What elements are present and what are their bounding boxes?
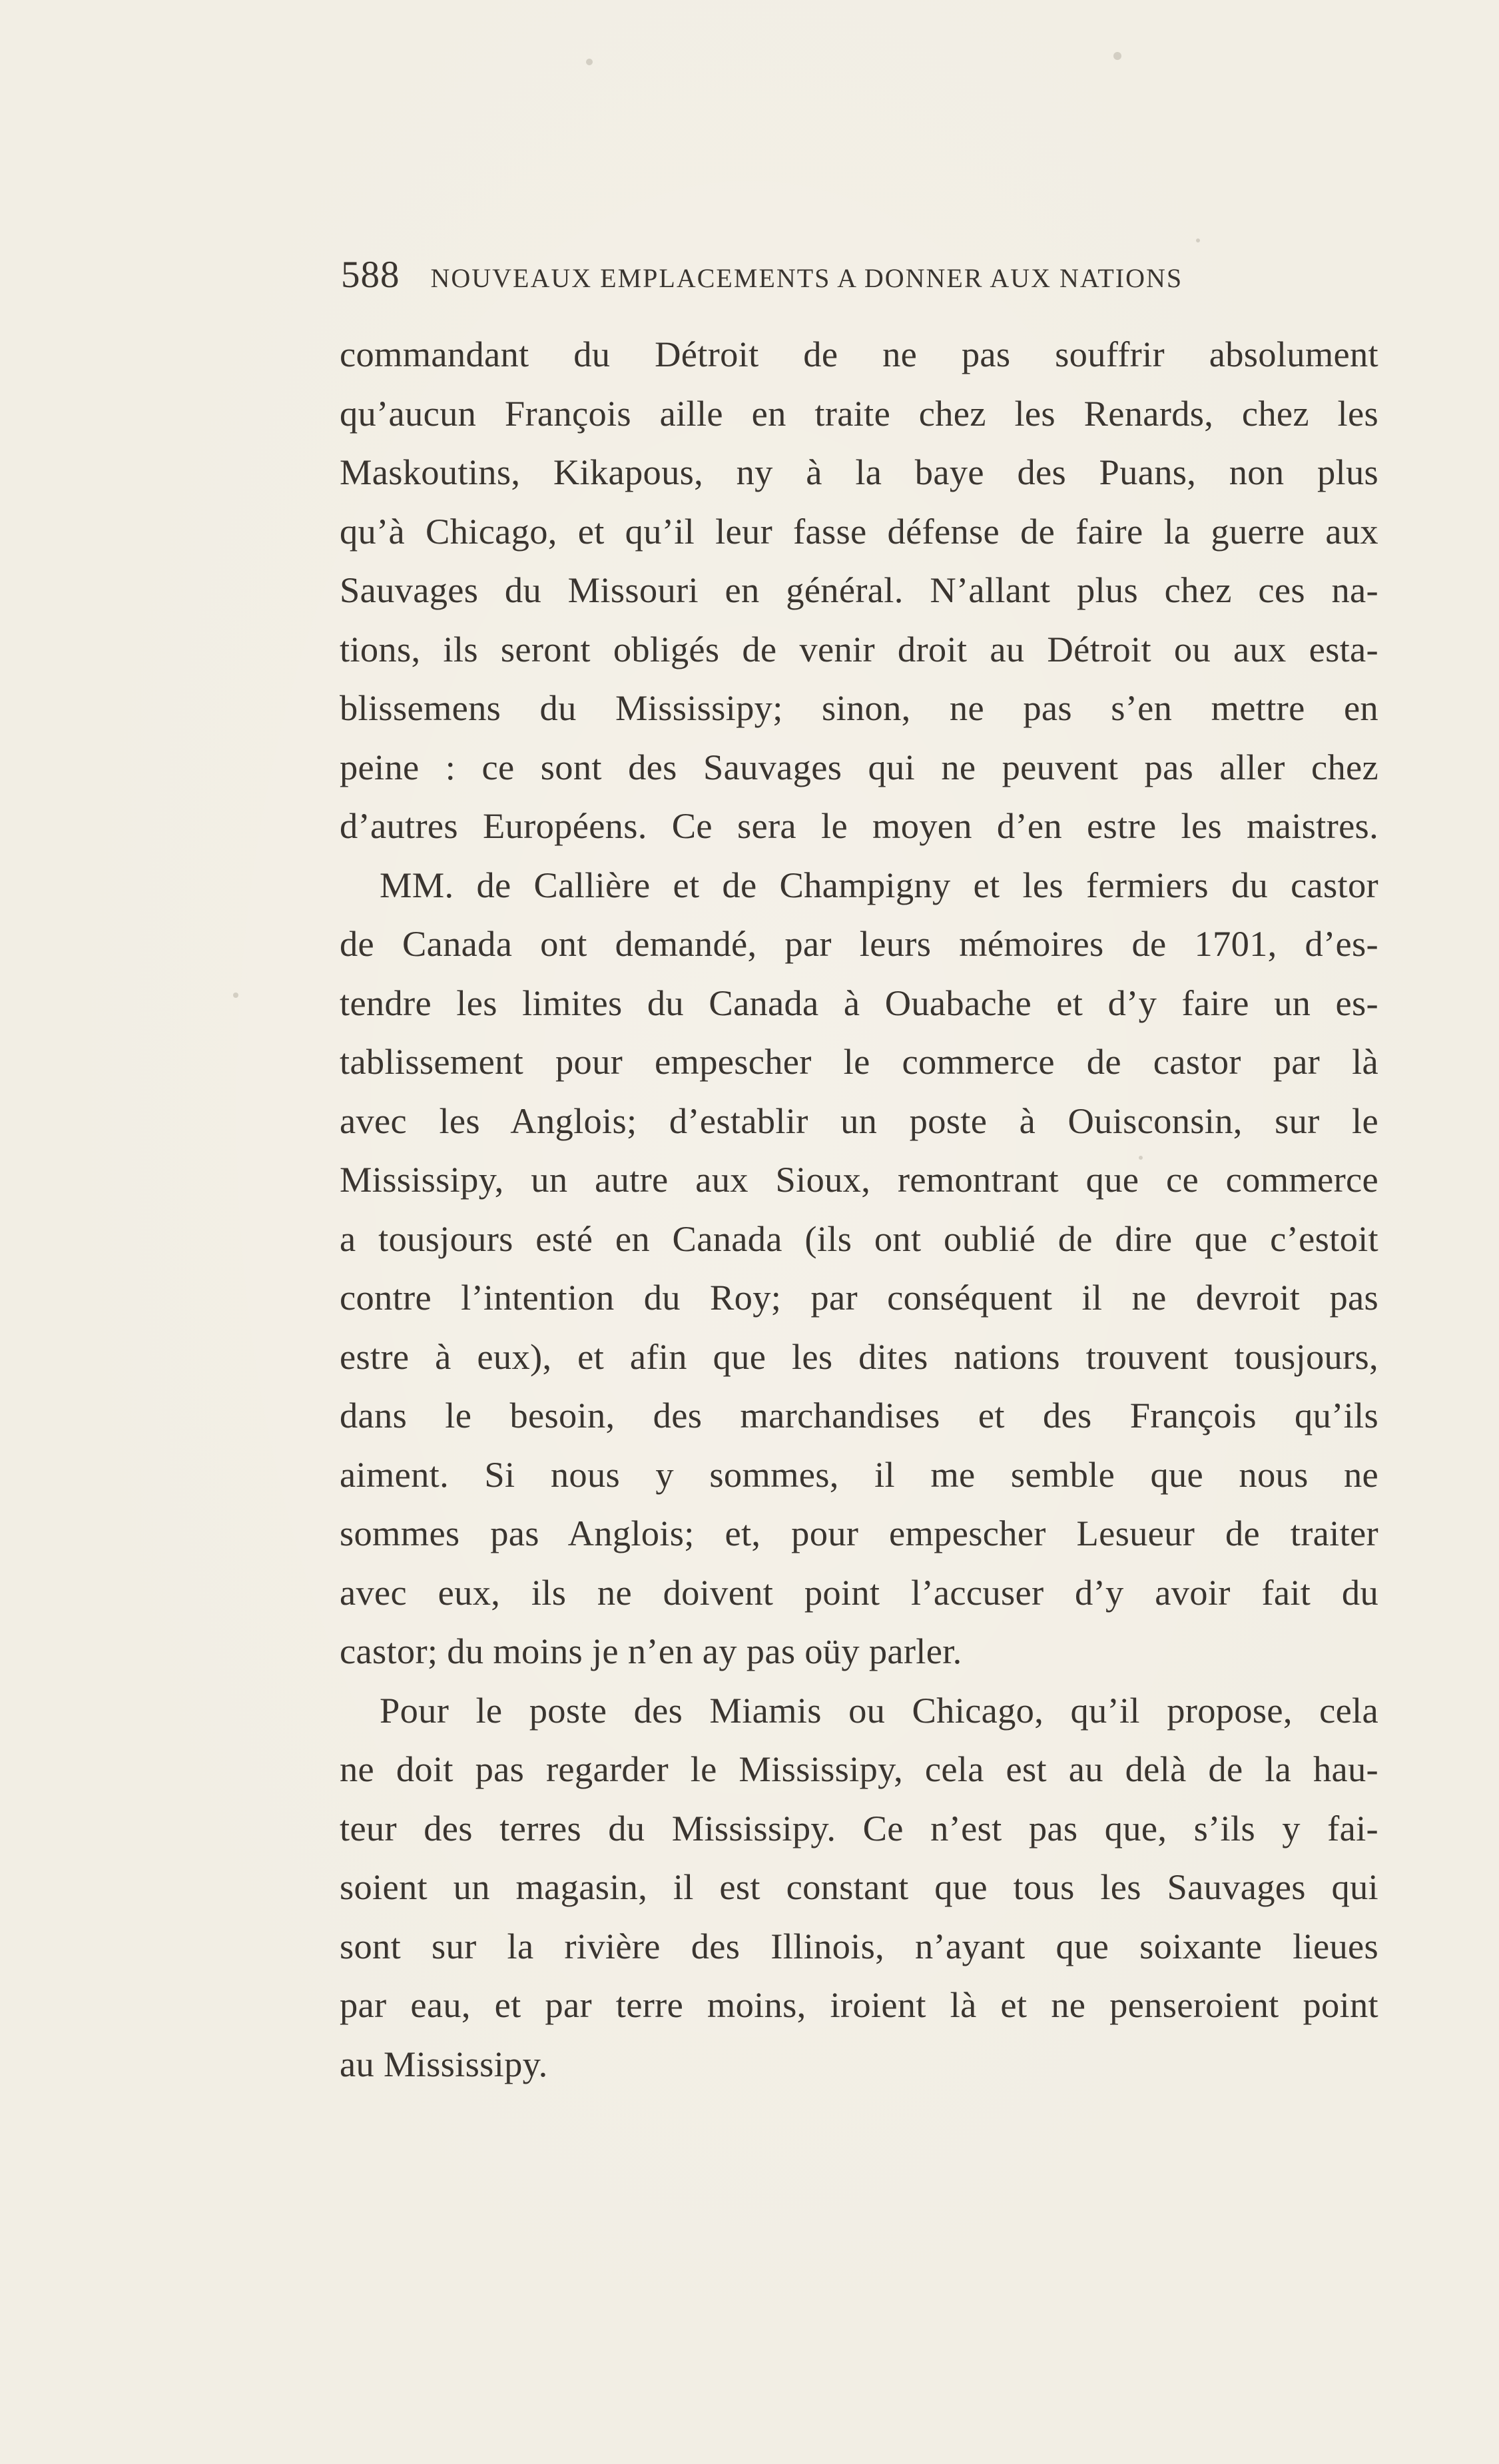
body-text [340, 325, 1378, 2094]
text-line: au Mississipy. [340, 2043, 548, 2084]
text-line: soient un magasin, il est constant que tous les Sauvages qui [340, 1866, 1378, 1907]
text-line: peine : ce sont des Sauvages qui ne peuvent pas aller chez [340, 746, 1378, 787]
text-line: avec les Anglois; d’establir un poste à Ouisconsin, sur le [340, 1100, 1378, 1141]
text-line: tendre les limites du Canada à Ouabache et d’y faire un es- [340, 982, 1378, 1023]
text-line: d’autres Européens. Ce sera le moyen d’en estre les maistres. [340, 805, 1378, 846]
text-line: Mississipy, un autre aux Sioux, remontrant que ce commerce [340, 1159, 1378, 1200]
text-line: sont sur la rivière des Illinois, n’ayant que soixante lieues [340, 1925, 1378, 1966]
text-line: ne doit pas regarder le Mississipy, cela est au delà de la hau- [340, 1749, 1378, 1789]
page-header [341, 253, 1287, 306]
text-line: MM. de Callière et de Champigny et les fermiers du castor [380, 864, 1378, 905]
paper-speck [586, 59, 593, 65]
text-line: de Canada ont demandé, par leurs mémoires de 1701, d’es- [340, 923, 1378, 964]
text-line: contre l’intention du Roy; par conséquent il ne devroit pas [340, 1277, 1378, 1318]
paragraph-3 [340, 1681, 1378, 2094]
paper-speck [1113, 52, 1121, 60]
text-line: Maskoutins, Kikapous, ny à la baye des Puans, non plus [340, 452, 1378, 492]
text-line: commandant du Détroit de ne pas souffrir absolument [340, 334, 1378, 374]
text-line: a tousjours esté en Canada (ils ont oublié de dire que c’estoit [340, 1218, 1378, 1259]
text-line: sommes pas Anglois; et, pour empescher Lesueur de traiter [340, 1513, 1378, 1553]
paragraph-2 [340, 856, 1378, 1681]
text-line: qu’à Chicago, et qu’il leur fasse défense de faire la guerre aux [340, 510, 1378, 552]
paper-speck [233, 993, 238, 998]
text-line: Pour le poste des Miamis ou Chicago, qu’il propose, cela [380, 1689, 1378, 1731]
text-line: avec eux, ils ne doivent point l’accuser d’y avoir fait du [340, 1571, 1378, 1613]
text-line: dans le besoin, des marchandises et des François qu’ils [340, 1395, 1378, 1436]
text-line: tablissement pour empescher le commerce de castor par là [340, 1041, 1378, 1082]
text-line: estre à eux), et afin que les dites nations trouvent tousjours, [340, 1336, 1378, 1377]
running-head: NOUVEAUX EMPLACEMENTS A DONNER AUX NATIONS [430, 263, 1183, 293]
text-line: par eau, et par terre moins, iroient là et ne penseroient point [340, 1984, 1378, 2025]
text-line: Sauvages du Missouri en général. N’allant plus chez ces na- [340, 570, 1378, 610]
text-line: qu’aucun François aille en traite chez les Renards, chez les [340, 392, 1378, 434]
text-line: aiment. Si nous y sommes, il me semble que nous ne [340, 1453, 1378, 1495]
text-line: castor; du moins je n’en ay pas oüy parler. [340, 1631, 962, 1671]
text-line: blissemens du Mississipy; sinon, ne pas s’en mettre en [340, 687, 1378, 728]
paragraph-text [0, 0, 1, 1]
paper-speck [1196, 238, 1200, 242]
text-line: teur des terres du Mississipy. Ce n’est pas que, s’ils y fai- [340, 1807, 1378, 1848]
paragraph-1 [340, 325, 1378, 856]
text-line: tions, ils seront obligés de venir droit au Détroit ou aux esta- [340, 628, 1378, 669]
page-number: 588 [341, 254, 400, 296]
